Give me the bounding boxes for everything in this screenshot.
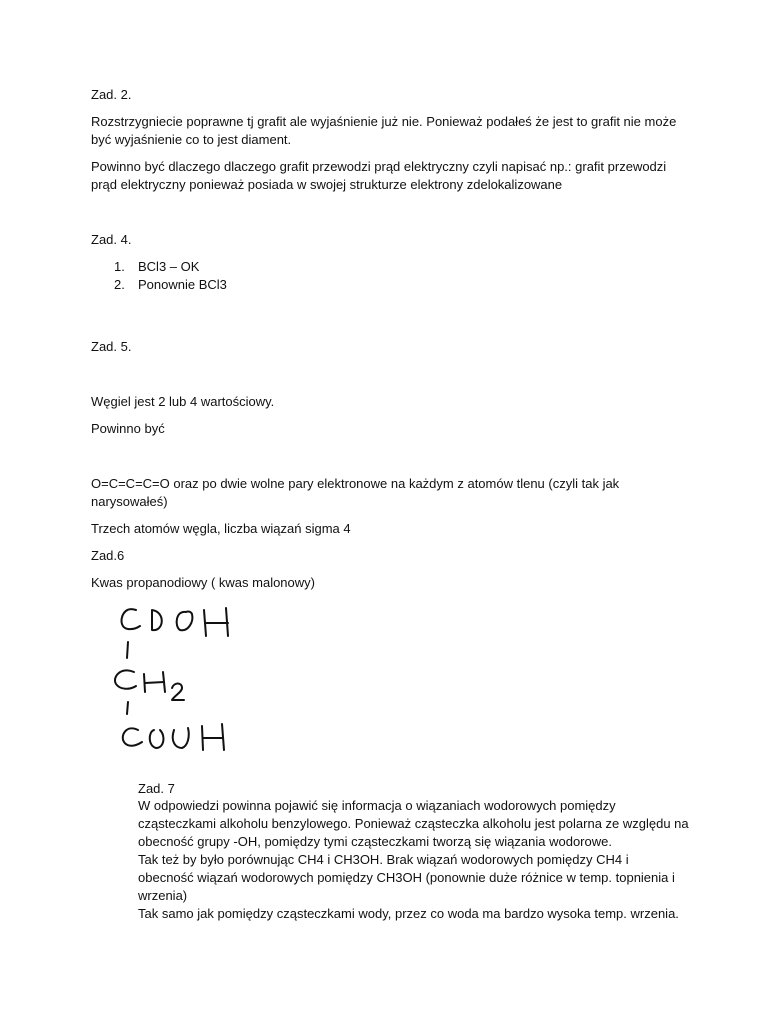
z5-heading: Zad. 5. xyxy=(91,339,132,354)
z7-line: obecność grupy -OH, pomiędzy tymi cząsteczkami tworzą się wiązania wodorowe. xyxy=(138,834,612,849)
z6-paragraph-1: Kwas propanodiowy ( kwas malonowy) xyxy=(91,575,315,590)
z7-line: Tak też by było porównując CH4 i CH3OH. Brak wiązań wodorowych pomiędzy CH4 i xyxy=(138,852,629,867)
z7-heading: Zad. 7 xyxy=(138,781,175,796)
handwritten-bond-2 xyxy=(127,702,128,714)
z5-paragraph-4: Trzech atomów węgla, liczba wiązań sigma 4 xyxy=(91,521,351,536)
handwritten-bond-1 xyxy=(127,642,128,658)
list-item: BCl3 – OK xyxy=(138,259,200,274)
z5-paragraph-1: Węgiel jest 2 lub 4 wartościowy. xyxy=(91,394,275,409)
z2-paragraph-1-line-2: być wyjaśnienie co to jest diament. xyxy=(91,132,292,147)
z2-paragraph-2-line-1: Powinno być dlaczego dlaczego grafit przewodzi prąd elektryczny czyli napisać np.: grafit przewodzi xyxy=(91,159,667,174)
handwritten-cooh-bottom xyxy=(123,724,224,750)
z6-heading: Zad.6 xyxy=(91,548,125,563)
z5-paragraph-3-line-2: narysowałeś) xyxy=(91,494,168,509)
z7-line: W odpowiedzi powinna pojawić się informacja o wiązaniach wodorowych pomiędzy xyxy=(138,798,616,813)
handwritten-ch2 xyxy=(115,670,184,700)
z5-paragraph-3-line-1: O=C=C=C=O oraz po dwie wolne pary elektronowe na każdym z atomów tlenu (czyli tak jak xyxy=(91,476,620,491)
z4-heading: Zad. 4. xyxy=(91,232,132,247)
z7-line: wrzenia) xyxy=(138,888,188,903)
z7-line: cząsteczkami alkoholu benzylowego. Ponieważ cząsteczka alkoholu jest polarna ze względu na xyxy=(138,816,689,831)
z2-heading: Zad. 2. xyxy=(91,87,132,102)
list-item-number: 1. xyxy=(114,259,125,274)
z2-paragraph-2-line-2: prąd elektryczny ponieważ posiada w swojej strukturze elektrony zdelokalizowane xyxy=(91,177,563,192)
z2-paragraph-1-line-1: Rozstrzygniecie poprawne tj grafit ale wyjaśnienie już nie. Ponieważ podałeś że jest to grafit nie może xyxy=(91,114,677,129)
z7-line: Tak samo jak pomiędzy cząsteczkami wody, przez co woda ma bardzo wysoka temp. wrzenia. xyxy=(138,906,679,921)
list-item: Ponownie BCl3 xyxy=(138,277,227,292)
z7-line: obecność wiązań wodorowych pomiędzy CH3OH (ponownie duże różnice w temp. topnienia i xyxy=(138,870,675,885)
handwritten-cooh-top xyxy=(122,608,228,636)
handwritten-formula-drawing xyxy=(108,596,248,756)
list-item-number: 2. xyxy=(114,277,125,292)
z5-paragraph-2: Powinno być xyxy=(91,421,165,436)
